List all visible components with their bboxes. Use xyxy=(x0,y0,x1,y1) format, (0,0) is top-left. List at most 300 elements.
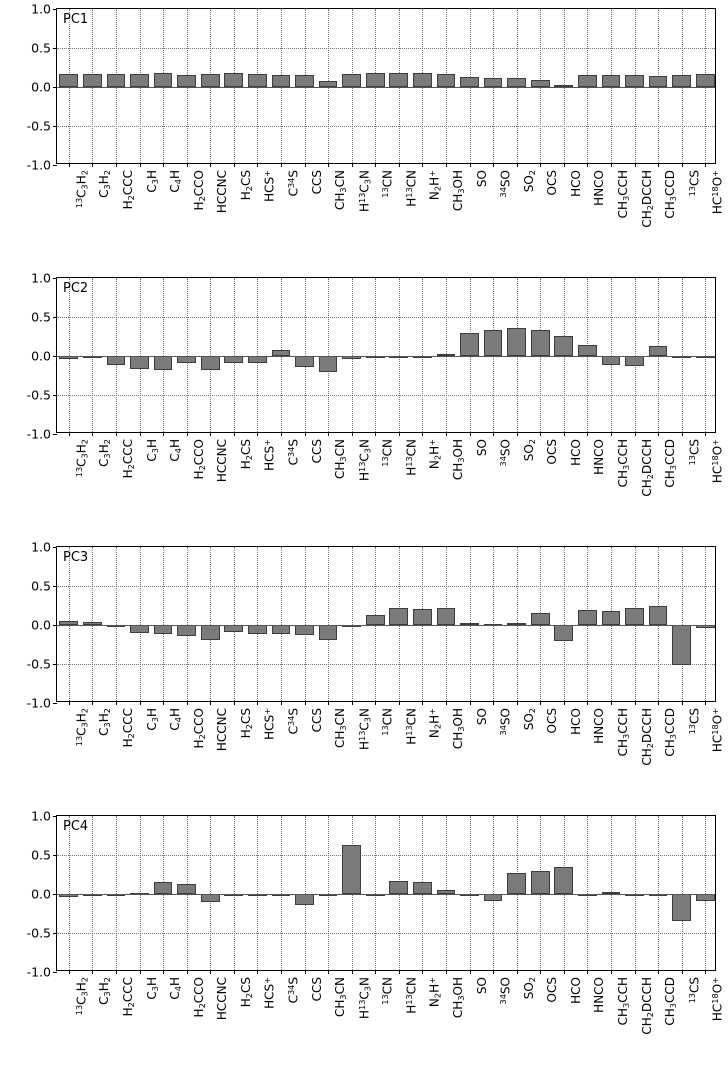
y-tick-label: 1.0 xyxy=(31,1,51,17)
x-tick-mark xyxy=(705,701,706,705)
x-tick-label: HNCO xyxy=(592,977,607,1013)
bar xyxy=(460,333,479,356)
x-tick-mark xyxy=(682,701,683,705)
y-tick-label: 0.0 xyxy=(31,617,51,633)
x-tick-mark xyxy=(375,701,376,705)
x-tick-label: OCS xyxy=(545,170,560,196)
gridline-vertical xyxy=(305,547,306,701)
gridline-vertical xyxy=(163,547,164,701)
x-tick-label: $CH_3OH$ xyxy=(450,439,466,481)
x-tick-mark xyxy=(470,970,471,974)
gridline-vertical xyxy=(116,547,117,701)
x-tick-label: $H_2CCC$ xyxy=(120,977,136,1017)
bar xyxy=(154,882,173,894)
bar xyxy=(201,625,220,640)
x-tick-mark xyxy=(116,163,117,167)
x-tick-label: $C_3H_2$ xyxy=(97,439,113,467)
x-tick-mark xyxy=(399,432,400,436)
y-tick-mark xyxy=(53,547,57,548)
x-tick-label: $H^{13}CN$ xyxy=(403,708,419,745)
plot-area-pc3 xyxy=(26,539,725,766)
x-tick-mark xyxy=(422,163,423,167)
x-tick-mark xyxy=(682,163,683,167)
x-tick-label: HC$^{18}$O+ xyxy=(710,439,725,484)
x-tick-label: $H^{13}CN$ xyxy=(403,977,419,1014)
x-tick-label: $H_2CS$ xyxy=(238,170,254,201)
x-tick-mark xyxy=(163,432,164,436)
x-tick-label: $CH_2DCCH$ xyxy=(639,977,655,1035)
y-tick-mark xyxy=(53,855,57,856)
bar xyxy=(272,625,291,634)
x-tick-label: $C_3H_2$ xyxy=(97,977,113,1005)
y-tick-mark xyxy=(53,586,57,587)
x-tick-label: $C_3H_2$ xyxy=(97,170,113,198)
bar xyxy=(602,356,621,365)
y-tick-label: 0.0 xyxy=(31,886,51,902)
bar xyxy=(366,73,385,87)
x-tick-mark xyxy=(470,163,471,167)
x-tick-label: $C_3H$ xyxy=(144,708,160,731)
bar xyxy=(672,75,691,87)
x-tick-mark xyxy=(257,970,258,974)
x-tick-label: $H_2CS$ xyxy=(238,977,254,1008)
x-tick-label: HCCNC xyxy=(215,439,230,483)
x-tick-mark xyxy=(658,701,659,705)
x-tick-mark xyxy=(257,701,258,705)
bar xyxy=(649,346,668,356)
x-tick-mark xyxy=(587,432,588,436)
y-tick-label: 1.0 xyxy=(31,270,51,286)
gridline-vertical xyxy=(658,816,659,970)
gridline-vertical xyxy=(116,278,117,432)
y-tick-label: -1.0 xyxy=(26,157,51,173)
x-tick-mark xyxy=(305,432,306,436)
y-tick-mark xyxy=(53,703,57,704)
x-tick-label: SO xyxy=(474,977,489,995)
bar xyxy=(625,608,644,625)
x-tick-label: HCS+ xyxy=(262,170,278,202)
x-tick-label: $N_2H^+$ xyxy=(427,708,443,739)
x-tick-label: HC$^{18}$O+ xyxy=(710,977,725,1022)
gridline-vertical xyxy=(257,278,258,432)
x-tick-label: OCS xyxy=(545,977,560,1003)
y-tick-mark xyxy=(53,126,57,127)
x-tick-mark xyxy=(234,701,235,705)
y-tick-label: 0.5 xyxy=(31,847,51,863)
gridline-vertical xyxy=(163,278,164,432)
x-tick-label: $CH_3CCH$ xyxy=(615,170,631,219)
bar xyxy=(83,74,102,87)
x-tick-label: $H^{13}C_3N$ xyxy=(356,170,373,212)
gridline-vertical xyxy=(375,816,376,970)
y-tick-label: -1.0 xyxy=(26,426,51,442)
gridline-vertical xyxy=(92,816,93,970)
y-tick-mark xyxy=(53,9,57,10)
x-tick-label: $H_2CCO$ xyxy=(191,439,207,480)
x-tick-mark xyxy=(210,970,211,974)
x-tick-label: $CH_3CN$ xyxy=(333,170,348,210)
y-tick-label: 0.5 xyxy=(31,309,51,325)
x-tick-label: HCCNC xyxy=(215,170,230,214)
bar xyxy=(319,356,338,372)
bar xyxy=(201,74,220,87)
x-tick-mark xyxy=(446,163,447,167)
x-tick-mark xyxy=(517,432,518,436)
panel-pc4 xyxy=(0,807,728,1071)
x-tick-label: $SO_2$ xyxy=(521,439,537,462)
zero-line xyxy=(57,356,715,357)
x-tick-label: $CH_3CCH$ xyxy=(615,708,631,757)
x-tick-label: $^{13}C_3H_2$ xyxy=(73,170,90,209)
x-tick-mark xyxy=(281,432,282,436)
x-tick-label: $SO_2$ xyxy=(521,170,537,193)
bar xyxy=(107,356,126,365)
x-tick-mark xyxy=(210,163,211,167)
bar xyxy=(413,73,432,87)
x-tick-label: HCO xyxy=(568,977,583,1004)
x-tick-mark xyxy=(69,163,70,167)
y-tick-label: 0.5 xyxy=(31,40,51,56)
x-tick-mark xyxy=(234,163,235,167)
x-tick-label: $CH_2DCCH$ xyxy=(639,170,655,228)
bar xyxy=(696,74,715,87)
x-tick-mark xyxy=(493,432,494,436)
bar xyxy=(531,330,550,356)
x-tick-label: $N_2H^+$ xyxy=(427,439,443,470)
x-tick-label: HCO xyxy=(568,170,583,197)
x-tick-label: $^{13}$CN xyxy=(380,170,395,198)
x-tick-label: CCS xyxy=(309,439,324,464)
gridline-vertical xyxy=(69,278,70,432)
bar xyxy=(295,894,314,905)
x-tick-label: $CH_3OH$ xyxy=(450,170,466,212)
bar xyxy=(389,73,408,87)
y-tick-label: 1.0 xyxy=(31,808,51,824)
x-tick-label: HCS+ xyxy=(262,977,278,1009)
x-tick-label: $H_2CCC$ xyxy=(120,708,136,748)
x-tick-mark xyxy=(163,701,164,705)
gridline-vertical xyxy=(705,816,706,970)
x-tick-label: $CH_3CN$ xyxy=(333,708,348,748)
bar xyxy=(507,328,526,356)
x-tick-mark xyxy=(517,701,518,705)
gridline-vertical xyxy=(140,278,141,432)
gridline-vertical xyxy=(234,278,235,432)
gridline-vertical xyxy=(140,547,141,701)
gridline-vertical xyxy=(399,278,400,432)
panel-pc3 xyxy=(0,538,728,802)
bar xyxy=(342,74,361,87)
bar xyxy=(342,845,361,894)
bar xyxy=(272,75,291,87)
x-tick-mark xyxy=(140,970,141,974)
panel-pc2 xyxy=(0,269,728,533)
x-tick-mark xyxy=(234,432,235,436)
x-tick-mark xyxy=(69,701,70,705)
bar xyxy=(59,74,78,87)
gridline-vertical xyxy=(187,278,188,432)
gridline-vertical xyxy=(635,278,636,432)
x-tick-mark xyxy=(375,970,376,974)
x-tick-label: HNCO xyxy=(592,708,607,744)
x-tick-mark xyxy=(540,163,541,167)
x-tick-mark xyxy=(210,432,211,436)
gridline-vertical xyxy=(305,816,306,970)
x-tick-mark xyxy=(234,970,235,974)
x-tick-label: HNCO xyxy=(592,170,607,206)
x-tick-mark xyxy=(92,970,93,974)
x-tick-label: $C_3H$ xyxy=(144,439,160,462)
x-tick-label: $C_3H$ xyxy=(144,977,160,1000)
x-tick-label: $^{13}$CN xyxy=(380,708,395,736)
x-tick-mark xyxy=(470,432,471,436)
x-tick-label: $C_3H$ xyxy=(144,170,160,193)
gridline-vertical xyxy=(635,816,636,970)
bar xyxy=(224,356,243,363)
gridline-vertical xyxy=(493,816,494,970)
x-tick-mark xyxy=(564,163,565,167)
x-tick-mark xyxy=(92,163,93,167)
x-tick-mark xyxy=(564,432,565,436)
x-tick-mark xyxy=(493,701,494,705)
bar xyxy=(248,74,267,87)
x-tick-label: $SO_2$ xyxy=(521,977,537,1000)
gridline-vertical xyxy=(257,547,258,701)
x-tick-mark xyxy=(328,432,329,436)
gridline-horizontal xyxy=(57,855,715,856)
x-tick-mark xyxy=(328,701,329,705)
bar xyxy=(507,873,526,894)
bar xyxy=(154,73,173,87)
gridline-vertical xyxy=(116,816,117,970)
x-tick-mark xyxy=(658,970,659,974)
x-tick-label: $CH_2DCCH$ xyxy=(639,708,655,766)
gridline-horizontal xyxy=(57,317,715,318)
gridline-vertical xyxy=(305,278,306,432)
bar xyxy=(649,606,668,625)
x-tick-mark xyxy=(587,163,588,167)
x-tick-mark xyxy=(92,432,93,436)
x-tick-label: HCS+ xyxy=(262,708,278,740)
x-tick-mark xyxy=(257,163,258,167)
x-tick-mark xyxy=(116,970,117,974)
x-tick-mark xyxy=(399,163,400,167)
x-tick-label: SO xyxy=(474,439,489,457)
y-tick-mark xyxy=(53,278,57,279)
x-tick-label: $^{34}$SO xyxy=(498,708,513,736)
panel-label: PC2 xyxy=(63,281,89,296)
x-tick-label: $C_3H_2$ xyxy=(97,708,113,736)
x-tick-mark xyxy=(540,701,541,705)
x-tick-mark xyxy=(257,432,258,436)
bar xyxy=(531,871,550,894)
x-tick-label: $CH_3CN$ xyxy=(333,977,348,1017)
y-tick-label: 0.0 xyxy=(31,348,51,364)
y-tick-label: 1.0 xyxy=(31,539,51,555)
x-tick-label: SO xyxy=(474,170,489,188)
x-tick-label: $SO_2$ xyxy=(521,708,537,731)
x-tick-label: $C_4H$ xyxy=(168,708,183,731)
bar xyxy=(154,625,173,634)
x-tick-label: $H^{13}C_3N$ xyxy=(356,439,373,481)
x-tick-mark xyxy=(658,432,659,436)
bar xyxy=(625,356,644,366)
gridline-vertical xyxy=(352,278,353,432)
gridline-vertical xyxy=(587,816,588,970)
x-tick-mark xyxy=(705,970,706,974)
y-tick-mark xyxy=(53,395,57,396)
x-tick-label: $H_2CCO$ xyxy=(191,977,207,1018)
x-tick-mark xyxy=(540,970,541,974)
x-tick-label: $CH_2DCCH$ xyxy=(639,439,655,497)
x-tick-mark xyxy=(422,701,423,705)
bar xyxy=(295,625,314,635)
y-tick-label: -0.5 xyxy=(26,387,51,403)
bar xyxy=(107,74,126,87)
x-tick-mark xyxy=(517,163,518,167)
zero-line xyxy=(57,87,715,88)
x-tick-mark xyxy=(587,701,588,705)
bar xyxy=(602,611,621,625)
gridline-vertical xyxy=(281,816,282,970)
x-tick-mark xyxy=(611,163,612,167)
bar xyxy=(366,615,385,625)
x-tick-label: HCO xyxy=(568,439,583,466)
x-tick-label: $^{34}$SO xyxy=(498,977,513,1005)
bar xyxy=(649,76,668,87)
x-tick-mark xyxy=(399,701,400,705)
zero-line xyxy=(57,625,715,626)
x-tick-mark xyxy=(281,701,282,705)
bar xyxy=(507,78,526,87)
x-tick-mark xyxy=(658,163,659,167)
gridline-vertical xyxy=(234,547,235,701)
x-tick-label: $CH_3CN$ xyxy=(333,439,348,479)
x-tick-label: $N_2H^+$ xyxy=(427,170,443,201)
bar xyxy=(248,625,267,634)
bar xyxy=(484,894,503,901)
x-tick-mark xyxy=(92,701,93,705)
x-tick-mark xyxy=(493,163,494,167)
gridline-vertical xyxy=(611,278,612,432)
gridline-vertical xyxy=(210,278,211,432)
x-tick-mark xyxy=(635,432,636,436)
y-tick-label: -1.0 xyxy=(26,695,51,711)
x-tick-label: $^{13}$CS xyxy=(686,439,702,466)
y-tick-mark xyxy=(53,933,57,934)
x-tick-mark xyxy=(470,701,471,705)
x-tick-mark xyxy=(422,970,423,974)
gridline-vertical xyxy=(352,547,353,701)
bar xyxy=(554,625,573,641)
bar xyxy=(602,75,621,87)
x-tick-mark xyxy=(116,701,117,705)
bar xyxy=(295,356,314,367)
x-tick-label: $^{13}$CN xyxy=(380,439,395,467)
x-tick-label: $CH_3CCH$ xyxy=(615,977,631,1026)
x-tick-mark xyxy=(611,970,612,974)
x-tick-label: $^{34}$SO xyxy=(498,439,513,467)
panel-pc1 xyxy=(0,0,728,264)
bar xyxy=(224,625,243,632)
bar xyxy=(177,884,196,894)
y-tick-mark xyxy=(53,972,57,973)
bar xyxy=(437,608,456,625)
bar xyxy=(672,625,691,665)
x-tick-label: $C^{34}S$ xyxy=(285,170,301,197)
x-tick-label: $H^{13}CN$ xyxy=(403,170,419,207)
x-tick-mark xyxy=(611,432,612,436)
x-tick-label: $^{13}$CS xyxy=(686,708,702,735)
x-tick-label: $^{34}$SO xyxy=(498,170,513,198)
x-tick-label: $^{13}$CN xyxy=(380,977,395,1005)
gridline-vertical xyxy=(187,547,188,701)
gridline-vertical xyxy=(234,816,235,970)
x-tick-mark xyxy=(564,701,565,705)
x-tick-label: $^{13}$CS xyxy=(686,977,702,1004)
gridline-vertical xyxy=(281,547,282,701)
x-tick-mark xyxy=(375,163,376,167)
panel-label: PC3 xyxy=(63,550,89,565)
bar xyxy=(625,75,644,87)
x-tick-mark xyxy=(517,970,518,974)
y-tick-mark xyxy=(53,434,57,435)
x-tick-mark xyxy=(140,701,141,705)
x-tick-label: $H_2CCO$ xyxy=(191,170,207,211)
x-tick-label: $H^{13}CN$ xyxy=(403,439,419,476)
x-tick-mark xyxy=(163,163,164,167)
x-tick-mark xyxy=(69,432,70,436)
x-tick-mark xyxy=(705,432,706,436)
bar xyxy=(460,77,479,87)
bar xyxy=(578,610,597,625)
x-tick-mark xyxy=(187,163,188,167)
x-tick-label: $CH_3CCD$ xyxy=(663,977,678,1026)
x-tick-mark xyxy=(540,432,541,436)
x-tick-label: HCCNC xyxy=(215,977,230,1021)
x-tick-label: OCS xyxy=(545,708,560,734)
y-tick-mark xyxy=(53,664,57,665)
bar xyxy=(484,78,503,87)
gridline-vertical xyxy=(682,278,683,432)
bar xyxy=(531,80,550,87)
bar xyxy=(248,356,267,363)
x-tick-label: $CH_3OH$ xyxy=(450,977,466,1019)
x-tick-mark xyxy=(446,970,447,974)
bar xyxy=(554,336,573,356)
y-tick-mark xyxy=(53,165,57,166)
x-tick-mark xyxy=(187,701,188,705)
x-tick-mark xyxy=(328,970,329,974)
plot-area-pc2 xyxy=(26,270,725,497)
x-tick-label: $C^{34}S$ xyxy=(285,708,301,735)
bar xyxy=(201,356,220,370)
y-tick-mark xyxy=(53,317,57,318)
x-tick-label: $CH_3CCD$ xyxy=(663,170,678,219)
y-tick-mark xyxy=(53,48,57,49)
x-tick-label: HC$^{18}$O+ xyxy=(710,170,725,215)
bar xyxy=(531,613,550,625)
y-tick-mark xyxy=(53,816,57,817)
x-tick-mark xyxy=(635,970,636,974)
x-tick-mark xyxy=(352,163,353,167)
x-tick-mark xyxy=(446,701,447,705)
x-tick-mark xyxy=(564,970,565,974)
bar xyxy=(437,74,456,87)
x-tick-label: $C_4H$ xyxy=(168,170,183,193)
bar xyxy=(672,894,691,921)
x-tick-mark xyxy=(705,163,706,167)
